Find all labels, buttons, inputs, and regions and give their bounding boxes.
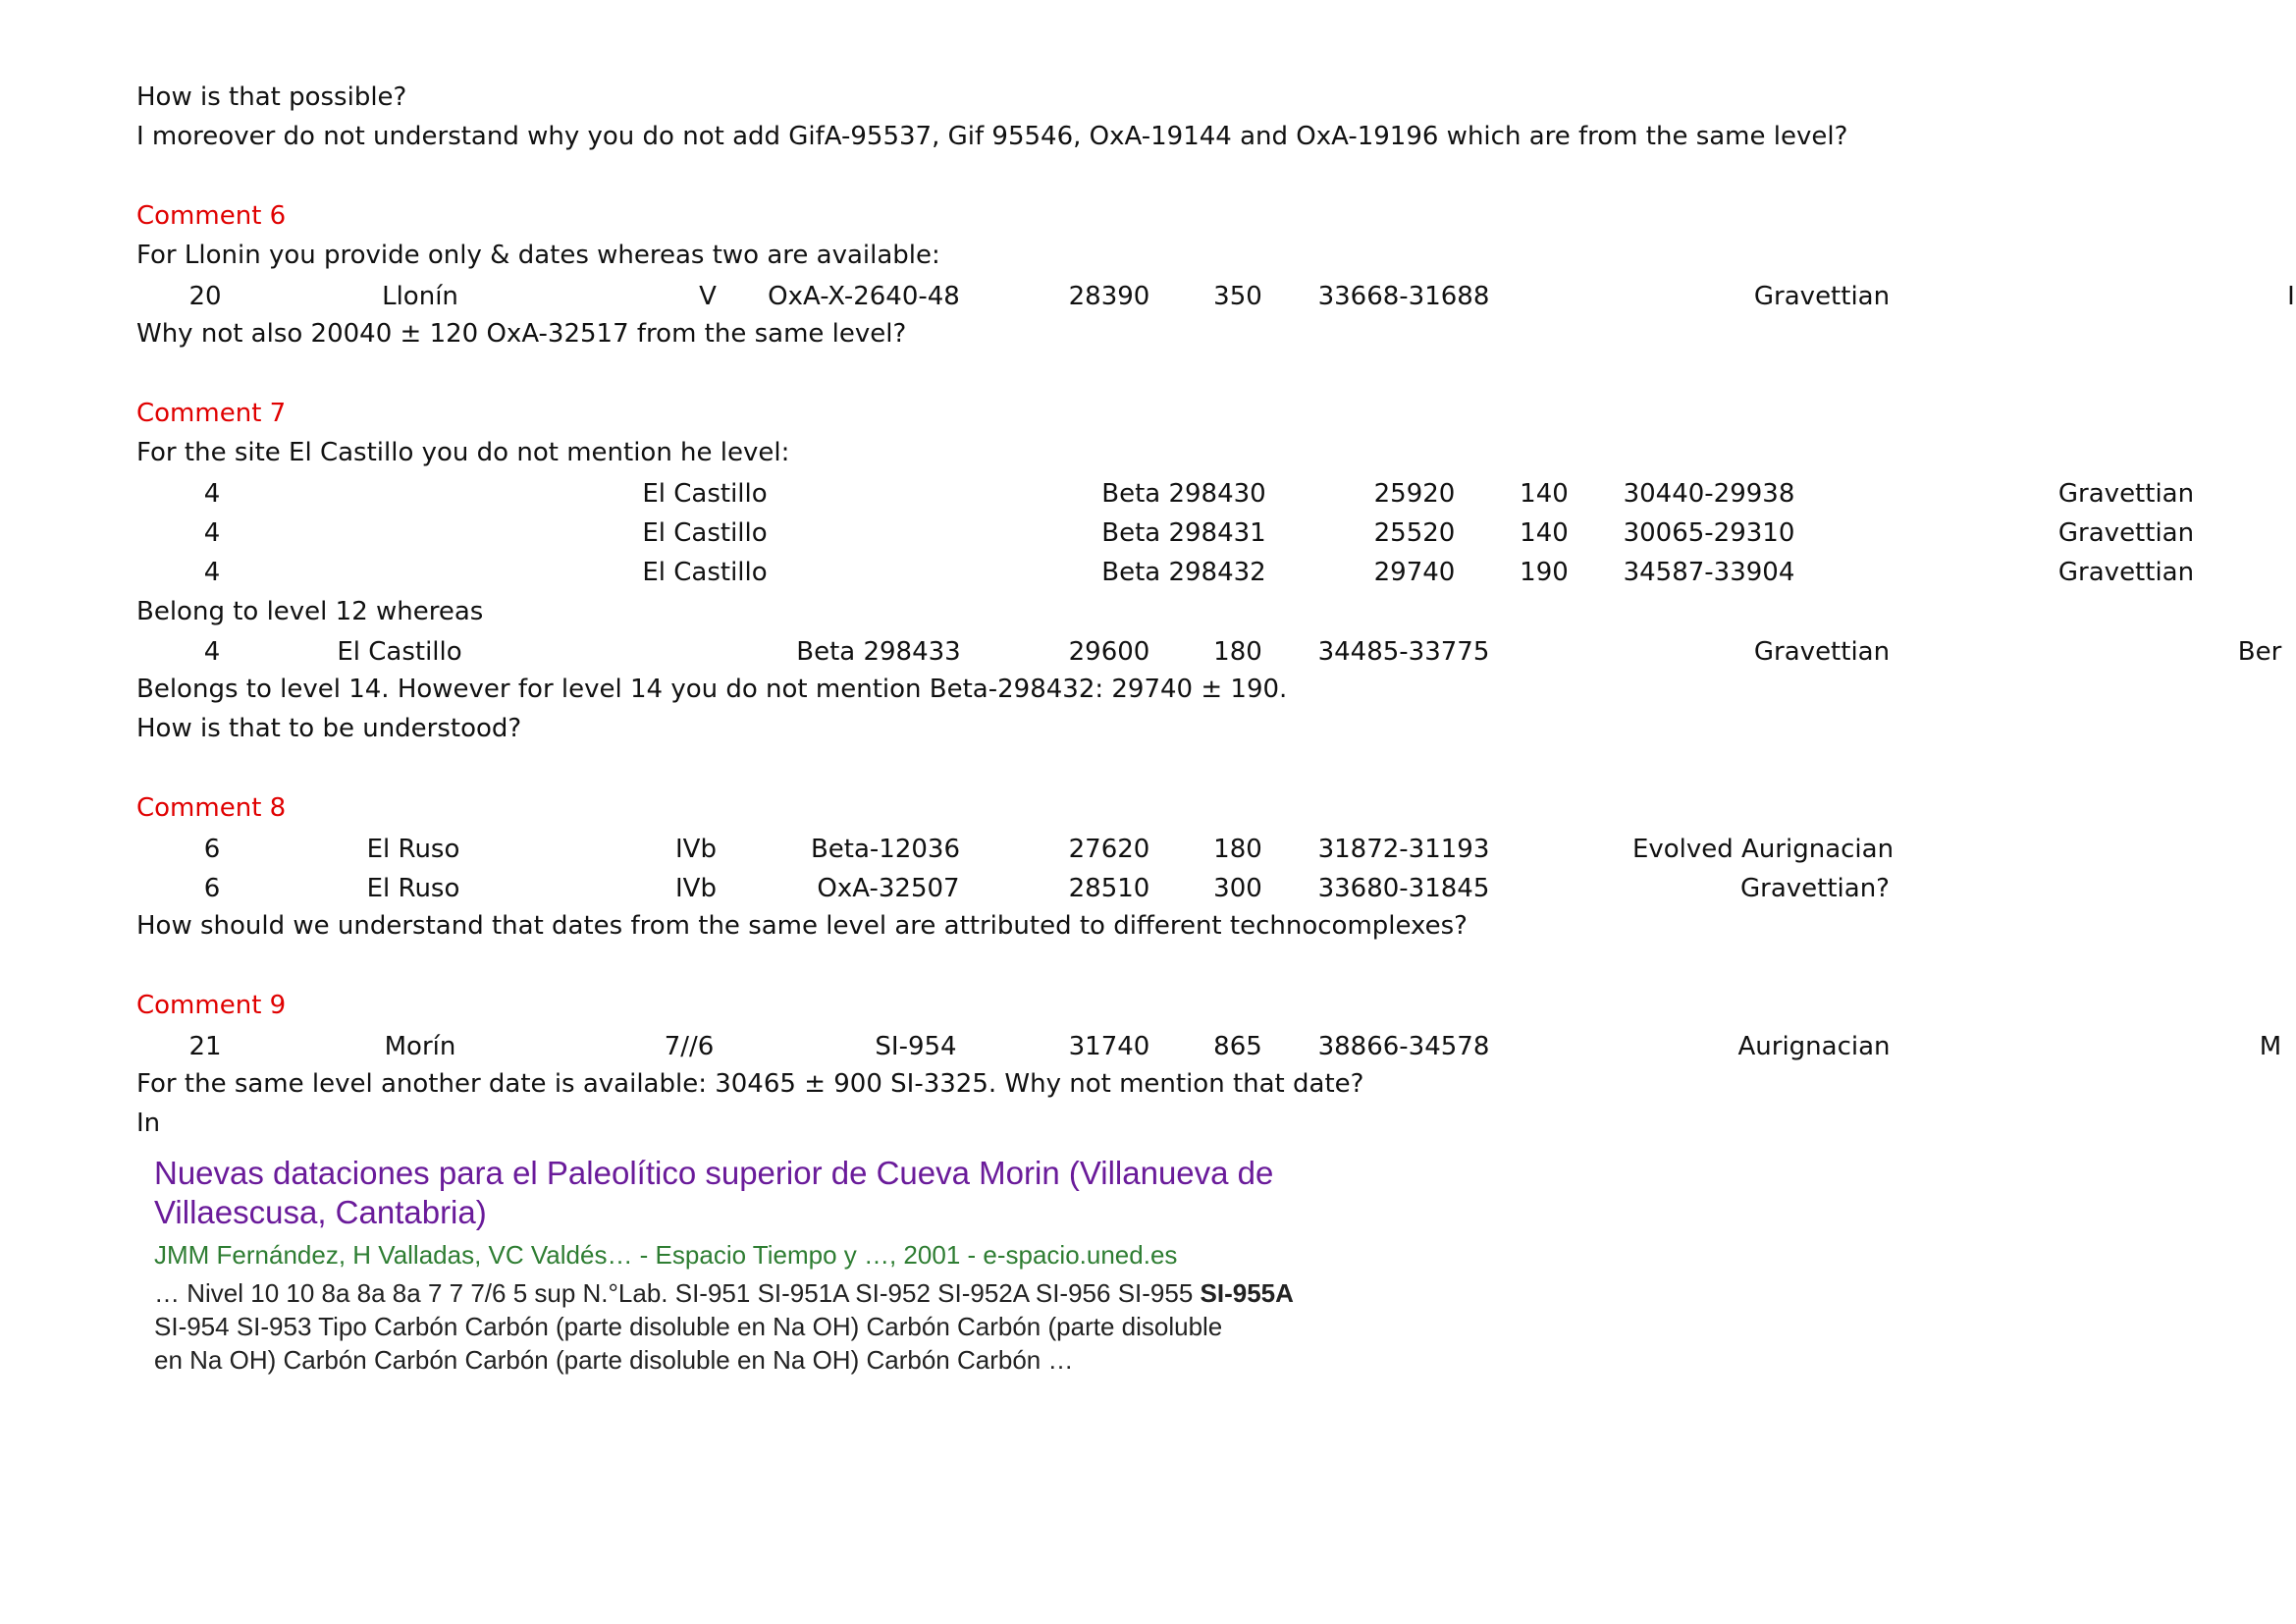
snippet-text-line: en Na OH) Carbón Carbón Carbón (parte disoluble en Na OH) Carbón Carbón … (154, 1345, 1074, 1375)
row-error: 300 (1213, 874, 1262, 903)
row-lab-code: Beta-12036 (810, 835, 961, 864)
text-line: How is that to be understood? (136, 714, 522, 743)
row-level: 7//6 (664, 1032, 715, 1061)
row-error: 180 (1213, 637, 1262, 667)
row-technocomplex: Gravettian (1753, 282, 1891, 311)
row-cal-range: 34587-33904 (1623, 558, 1795, 587)
row-cal-range: 31872-31193 (1317, 835, 1490, 864)
row-technocomplex: Gravettian (2057, 518, 2195, 548)
row-site: El Castillo (642, 479, 768, 509)
snippet-meta: JMM Fernández, H Valladas, VC Valdés… - Espacio Tiempo y …, 2001 - e-spacio.uned.es (154, 1240, 1178, 1270)
row-site: El Ruso (366, 835, 460, 864)
row-technocomplex: Evolved Aurignacian (1631, 835, 1895, 864)
row-error: 350 (1213, 282, 1262, 311)
row-age: 29600 (1068, 637, 1150, 667)
row-technocomplex: Gravettian (1753, 637, 1891, 667)
text-line: For the site El Castillo you do not mention he level: (136, 438, 790, 467)
row-age: 28390 (1068, 282, 1150, 311)
text-line: Why not also 20040 ± 120 OxA-32517 from the same level? (136, 319, 907, 349)
snippet-text-line: SI-954 SI-953 Tipo Carbón Carbón (parte disoluble en Na OH) Carbón Carbón (parte disoluble (154, 1312, 1223, 1341)
text-line: For Llonin you provide only & dates whereas two are available: (136, 241, 940, 270)
row-truncated: M (2259, 1032, 2282, 1061)
row-lab-code: SI-954 (875, 1032, 957, 1061)
row-lab-code: OxA-X-2640-48 (768, 282, 960, 311)
row-age: 29740 (1373, 558, 1456, 587)
row-error: 865 (1213, 1032, 1262, 1061)
row-error: 140 (1520, 518, 1569, 548)
row-cal-range: 34485-33775 (1317, 637, 1490, 667)
row-number: 4 (203, 518, 221, 548)
row-age: 25920 (1373, 479, 1456, 509)
row-number: 4 (203, 637, 221, 667)
row-level: V (699, 282, 717, 311)
row-error: 190 (1520, 558, 1569, 587)
row-error: 180 (1213, 835, 1262, 864)
row-number: 6 (203, 874, 221, 903)
row-lab-code: Beta 298432 (1101, 558, 1266, 587)
row-cal-range: 38866-34578 (1317, 1032, 1490, 1061)
row-lab-code: Beta 298433 (796, 637, 961, 667)
text-line: For the same level another date is available: 30465 ± 900 SI-3325. Why not mention that date? (136, 1069, 1364, 1099)
row-number: 20 (188, 282, 222, 311)
row-level: IVb (675, 874, 717, 903)
row-number: 6 (203, 835, 221, 864)
row-error: 140 (1520, 479, 1569, 509)
row-number: 4 (203, 558, 221, 587)
text-line: I moreover do not understand why you do not add GifA-95537, Gif 95546, OxA-19144 and OxA-19196 which are from the same level? (136, 122, 1848, 151)
snippet-highlight: SI-955A (1200, 1278, 1294, 1308)
text-line: How is that possible? (136, 82, 407, 112)
text-line: Belongs to level 14. However for level 14 you do not mention Beta-298432: 29740 ± 190. (136, 675, 1288, 704)
row-site: El Ruso (366, 874, 460, 903)
row-age: 25520 (1373, 518, 1456, 548)
comment-6-heading: Comment 6 (136, 201, 287, 231)
row-truncated: Ber (2237, 637, 2282, 667)
row-number: 4 (203, 479, 221, 509)
row-technocomplex: Gravettian (2057, 558, 2195, 587)
row-lab-code: OxA-32507 (817, 874, 960, 903)
row-number: 21 (188, 1032, 222, 1061)
text-line: In (136, 1109, 161, 1138)
row-cal-range: 30440-29938 (1623, 479, 1795, 509)
snippet-title-line[interactable]: Villaescusa, Cantabria) (154, 1194, 487, 1230)
snippet-text (154, 1276, 1294, 1377)
row-level: IVb (675, 835, 717, 864)
row-site: El Castillo (642, 518, 768, 548)
row-cal-range: 30065-29310 (1623, 518, 1795, 548)
snippet-text-line (154, 1276, 1294, 1310)
row-lab-code: Beta 298431 (1101, 518, 1266, 548)
search-result-snippet (154, 1154, 1294, 1377)
snippet-title-line[interactable]: Nuevas dataciones para el Paleolítico superior de Cueva Morin (Villanueva de (154, 1155, 1274, 1191)
snippet-title[interactable] (154, 1154, 1294, 1232)
row-site: Llonín (382, 282, 458, 311)
snippet-text-part: … Nivel 10 10 8a 8a 8a 7 7 7/6 5 sup N.°Lab. SI-951 SI-951A SI-952 SI-952A SI-956 SI-955 (154, 1278, 1201, 1308)
row-age: 27620 (1068, 835, 1150, 864)
row-cal-range: 33668-31688 (1317, 282, 1490, 311)
comment-7-heading: Comment 7 (136, 399, 287, 428)
row-technocomplex: Aurignacian (1737, 1032, 1891, 1061)
row-age: 31740 (1068, 1032, 1150, 1061)
row-site: El Castillo (337, 637, 462, 667)
text-line: Belong to level 12 whereas (136, 597, 484, 626)
row-age: 28510 (1068, 874, 1150, 903)
comment-8-heading: Comment 8 (136, 793, 287, 823)
row-site: El Castillo (642, 558, 768, 587)
row-lab-code: Beta 298430 (1101, 479, 1266, 509)
row-truncated: I (2287, 282, 2295, 311)
row-technocomplex: Gravettian (2057, 479, 2195, 509)
text-line: How should we understand that dates from the same level are attributed to different technocomplexes? (136, 911, 1468, 941)
row-technocomplex: Gravettian? (1740, 874, 1890, 903)
row-cal-range: 33680-31845 (1317, 874, 1490, 903)
comment-9-heading: Comment 9 (136, 991, 287, 1020)
row-site: Morín (384, 1032, 456, 1061)
